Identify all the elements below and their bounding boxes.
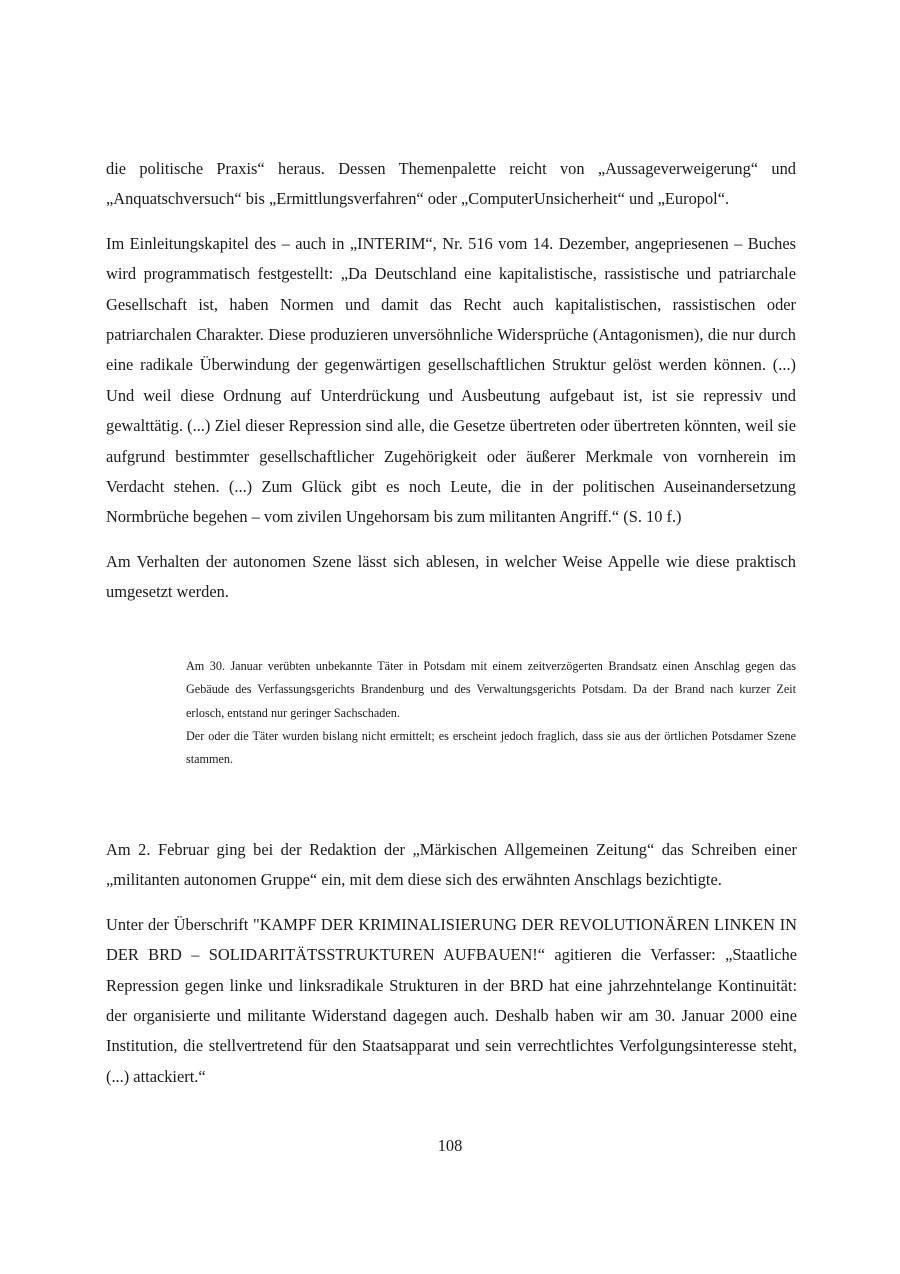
paragraph: Unter der Überschrift "KAMPF DER KRIMINALISIERUNG DER REVOLUTIONÄREN LINKEN IN DER BRD – SOLIDARITÄTSSTRUKTUREN AUFBAUEN!“ agitieren die Verfasser: „Staatliche Repression gegen linke und linksradikale Strukturen in der BRD hat eine jahrzehntelange Kontinuität: der organisierte und militante Widerstand dagegen auch. Deshalb haben wir am 30. Januar 2000 eine Institution, die stellvertretend für den Staatsapparat und sein verrechtlichtes Verfolgungsinteresse steht, (...) attackiert.“ xyxy=(106,914,797,1086)
page-number: 108 xyxy=(437,1136,463,1155)
body-text-top xyxy=(106,154,796,622)
quote-paragraph: Der oder die Täter wurden bislang nicht ermittelt; es erscheint jedoch fraglich, dass sie aus der örtlichen Potsdamer Szene stammen. xyxy=(186,728,796,767)
paragraph: Im Einleitungskapitel des – auch in „INTERIM“, Nr. 516 vom 14. Dezember, angepriesenen – Buches wird programmatisch festgestellt: „Da Deutschland eine kapitalistische, rassistische und patriarchale Gesellschaft ist, haben Normen und damit das Recht auch kapitalistischen, rassistischen oder patriarchalen Charakter. Diese produzieren unversöhnliche Widersprüche (Antagonismen), die nur durch eine radikale Überwindung der gegenwärtigen gesellschaftlichen Struktur gelöst werden können. (...) Und weil diese Ordnung auf Unterdrückung und Ausbeutung aufgebaut ist, ist sie repressiv und gewalttätig. (...) Ziel dieser Repression sind alle, die Gesetze übertreten oder übertreten könnten, weil sie aufgrund bestimmter gesellschaftlicher Zugehörigkeit oder äußerer Merkmale von vornherein im Verdacht stehen. (...) Zum Glück gibt es noch Leute, die in der politischen Auseinandersetzung Normbrüche begehen – vom zivilen Ungehorsam bis zum militanten Angriff.“ (S. 10 f.) xyxy=(106,233,796,527)
quote-paragraph: Am 30. Januar verübten unbekannte Täter in Potsdam mit einem zeitverzögerten Brandsatz einen Anschlag gegen das Gebäude des Verfassungsgerichts Brandenburg und des Verwaltungsgerichts Potsdam. Da der Brand nach kurzer Zeit erlosch, entstand nur geringer Sachschaden. xyxy=(186,659,796,720)
body-text-bottom xyxy=(106,835,797,1106)
paragraph: Am Verhalten der autonomen Szene lässt sich ablesen, in welcher Weise Appelle wie diese praktisch umgesetzt werden. xyxy=(106,551,796,602)
paragraph: Am 2. Februar ging bei der Redaktion der „Märkischen Allgemeinen Zeitung“ das Schreiben einer „militanten autonomen Gruppe“ ein, mit dem diese sich des erwähnten Anschlags bezichtigte. xyxy=(106,840,797,890)
indented-quote-block xyxy=(186,655,796,771)
paragraph: die politische Praxis“ heraus. Dessen Themenpalette reicht von „Aussageverweigerung“ und „Anquatschversuch“ bis „Ermittlungsverfahren“ oder „ComputerUnsicherheit“ und „Europol“. xyxy=(106,159,796,209)
